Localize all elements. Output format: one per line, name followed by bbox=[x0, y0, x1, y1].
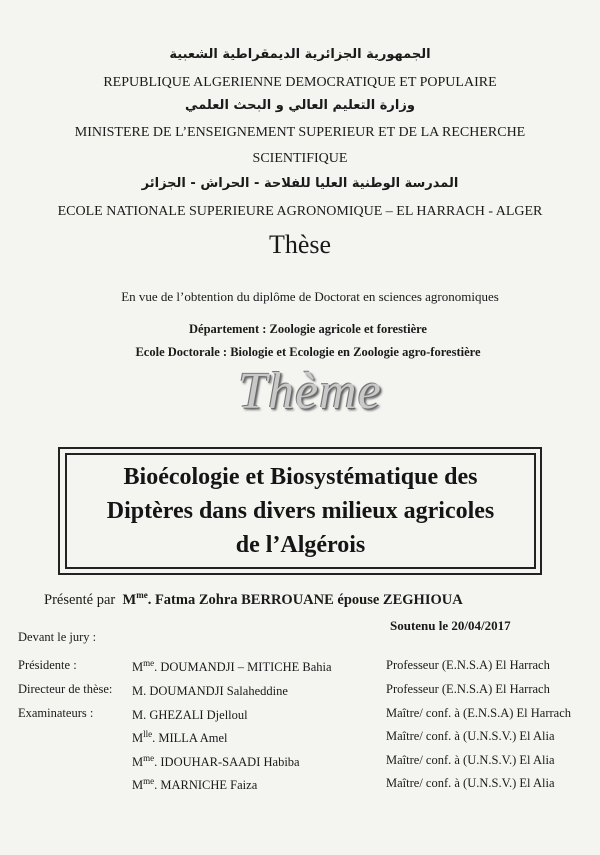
jury-row bbox=[0, 776, 600, 796]
jury-row bbox=[0, 706, 600, 726]
jury-row bbox=[0, 682, 600, 702]
jury-position: Maître/ conf. à (U.N.S.V.) El Alia bbox=[386, 753, 555, 767]
degree-objective: En vue de l’obtention du diplôme de Doctorat en sciences agronomiques bbox=[121, 289, 499, 304]
school-heading: ECOLE NATIONALE SUPERIEURE AGRONOMIQUE – EL HARRACH - ALGER bbox=[57, 204, 543, 219]
jury-member: M. DOUMANDJI Salaheddine bbox=[132, 684, 288, 699]
ministry-heading-line2: SCIENTIFIQUE bbox=[252, 151, 348, 166]
jury-intro: Devant le jury : bbox=[18, 630, 97, 644]
presented-by bbox=[44, 590, 463, 609]
presented-by-prefix: Présenté par bbox=[44, 591, 116, 608]
theme-heading: Thème bbox=[238, 363, 382, 420]
title-frame-inner bbox=[65, 453, 536, 569]
jury-position: Maître/ conf. à (E.N.S.A) El Harrach bbox=[386, 706, 571, 720]
thesis-title-line: Bioécologie et Biosystématique des bbox=[123, 464, 478, 490]
jury-member: $M^{lle}$. MILLA Amel bbox=[132, 729, 228, 746]
candidate-title-suffix: me bbox=[136, 590, 148, 600]
jury-position: Maître/ conf. à (U.N.S.V.) El Alia bbox=[386, 729, 555, 743]
candidate-fullname: . Fatma Zohra BERROUANE épouse ZEGHIOUA bbox=[147, 591, 463, 608]
jury-position: Professeur (E.N.S.A) El Harrach bbox=[386, 682, 550, 696]
jury-member: $M^{me}$. IDOUHAR-SAADI Habiba bbox=[132, 753, 300, 770]
candidate-title: M bbox=[122, 591, 137, 608]
thesis-title-line: de l’Algérois bbox=[235, 532, 366, 558]
arabic-school-heading: المدرسة الوطنية العليا للفلاحة - الحراش - الجزائر bbox=[141, 176, 459, 191]
jury-row bbox=[0, 753, 600, 773]
republic-heading: REPUBLIQUE ALGERIENNE DEMOCRATIQUE ET POPULAIRE bbox=[103, 75, 497, 90]
ministry-heading-line1: MINISTERE DE L’ENSEIGNEMENT SUPERIEUR ET DE LA RECHERCHE bbox=[74, 125, 526, 140]
jury-member: $M^{me}$. MARNICHE Faiza bbox=[132, 776, 258, 793]
jury-position: Professeur (E.N.S.A) El Harrach bbox=[386, 658, 550, 672]
thesis-label: Thèse bbox=[268, 230, 332, 259]
jury-row bbox=[0, 658, 600, 678]
jury-position: Maître/ conf. à (U.N.S.V.) El Alia bbox=[386, 776, 555, 790]
defense-date: Soutenu le 20/04/2017 bbox=[390, 618, 511, 633]
arabic-ministry-heading: وزارة التعليم العالي و البحث العلمي bbox=[185, 98, 415, 113]
title-frame bbox=[58, 447, 542, 575]
arabic-republic-heading: الجمهورية الجزائرية الديمقراطية الشعبية bbox=[169, 47, 431, 62]
jury-row bbox=[0, 729, 600, 749]
jury-member: M. GHEZALI Djelloul bbox=[132, 708, 248, 723]
department: Département : Zoologie agricole et forestière bbox=[189, 322, 427, 336]
jury-role: Examinateurs : bbox=[18, 706, 94, 720]
thesis-title-line: Diptères dans divers milieux agricoles bbox=[106, 498, 495, 524]
jury-role: Présidente : bbox=[18, 658, 77, 672]
doctoral-school: Ecole Doctorale : Biologie et Ecologie en Zoologie agro-forestière bbox=[135, 345, 481, 359]
candidate-name bbox=[123, 592, 463, 608]
jury-member: $M^{me}$. DOUMANDJI – MITICHE Bahia bbox=[132, 658, 332, 675]
jury-role: Directeur de thèse: bbox=[18, 682, 113, 696]
